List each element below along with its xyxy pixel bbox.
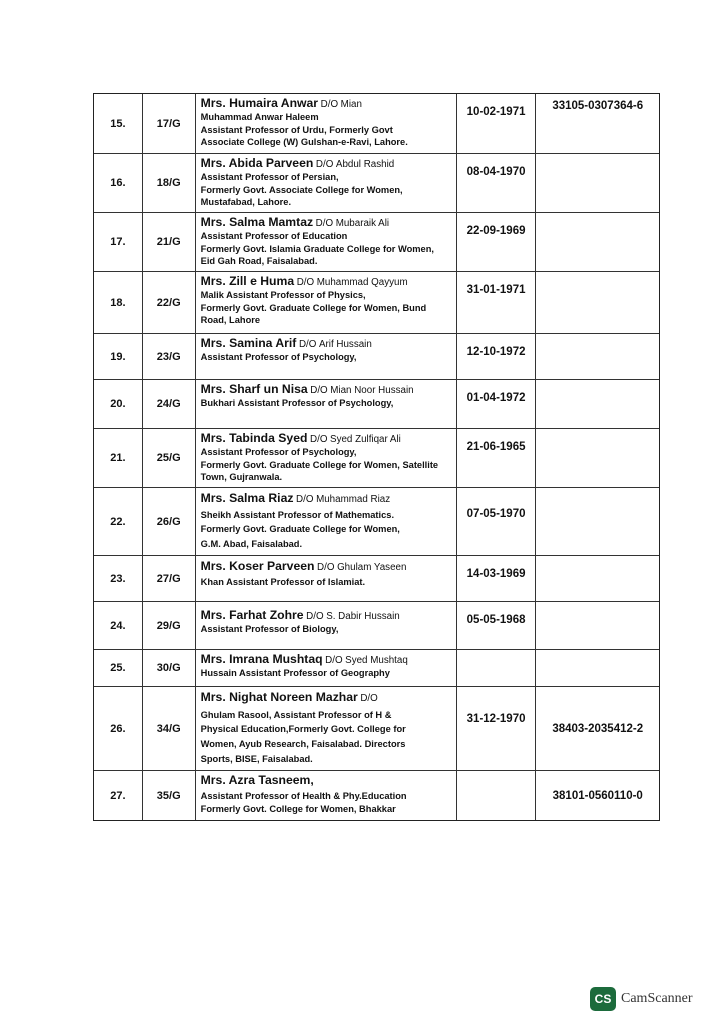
detail-line: Sports, BISE, Faisalabad. xyxy=(200,754,313,765)
detail-line: Assistant Professor of Psychology, xyxy=(200,447,357,458)
serial-number: 21. xyxy=(94,429,143,487)
person-details xyxy=(196,154,457,212)
seniority-number: 24/G xyxy=(143,380,196,428)
date-of-birth: 05-05-1968 xyxy=(457,602,537,649)
table-row xyxy=(94,380,659,429)
serial-number: 22. xyxy=(94,488,143,555)
cnic-number xyxy=(536,488,659,555)
detail-line: Formerly Govt. Graduate College for Women, Satellite xyxy=(200,459,439,470)
person-details xyxy=(196,556,457,601)
table-row xyxy=(94,771,659,820)
father-name: Muhammad Qayyum xyxy=(316,277,408,288)
person-name: Mrs. Humaira Anwar xyxy=(200,96,319,110)
cnic-number xyxy=(536,154,659,212)
serial-number: 27. xyxy=(94,771,143,820)
seniority-number: 35/G xyxy=(143,771,196,820)
person-name: Mrs. Imrana Mushtaq xyxy=(200,652,323,666)
seniority-number: 30/G xyxy=(143,650,196,686)
date-of-birth: 14-03-1969 xyxy=(457,556,537,601)
father-name: Mian xyxy=(340,99,362,110)
table-row xyxy=(94,213,659,272)
date-of-birth: 10-02-1971 xyxy=(457,94,537,153)
serial-number: 19. xyxy=(94,334,143,379)
cnic-number xyxy=(536,213,659,271)
camscanner-logo-icon: CS xyxy=(590,987,616,1011)
person-name: Mrs. Azra Tasneem, xyxy=(200,773,314,787)
seniority-table xyxy=(93,93,660,821)
father-name: Muhammad Riaz xyxy=(316,494,391,505)
date-of-birth xyxy=(457,650,537,686)
cnic-number xyxy=(536,556,659,601)
table-row xyxy=(94,687,659,771)
serial-number: 25. xyxy=(94,650,143,686)
person-details xyxy=(196,488,457,555)
person-details xyxy=(196,650,457,686)
date-of-birth: 07-05-1970 xyxy=(457,488,537,555)
detail-line: Formerly Govt. Islamia Graduate College for Women, xyxy=(200,243,434,254)
detail-line: Town, Gujranwala. xyxy=(200,471,283,482)
date-of-birth: 08-04-1970 xyxy=(457,154,537,212)
seniority-number: 18/G xyxy=(143,154,196,212)
person-details xyxy=(196,602,457,649)
person-name: Mrs. Abida Parveen xyxy=(200,156,314,170)
table-row xyxy=(94,488,659,556)
seniority-number: 25/G xyxy=(143,429,196,487)
detail-line: Muhammad Anwar Haleem xyxy=(200,112,319,123)
cnic-number xyxy=(536,334,659,379)
serial-number: 17. xyxy=(94,213,143,271)
detail-line: Sheikh Assistant Professor of Mathematics. xyxy=(200,509,395,520)
serial-number: 18. xyxy=(94,272,143,333)
date-of-birth: 31-12-1970 xyxy=(457,687,537,770)
person-name: Mrs. Zill e Huma xyxy=(200,274,295,288)
cnic-number xyxy=(536,650,659,686)
detail-line: Associate College (W) Gulshan-e-Ravi, Lahore. xyxy=(200,136,408,147)
person-name: Mrs. Salma Riaz xyxy=(200,491,294,505)
detail-line: G.M. Abad, Faisalabad. xyxy=(200,538,303,549)
seniority-number: 17/G xyxy=(143,94,196,153)
table-row xyxy=(94,272,659,334)
person-details xyxy=(196,687,457,770)
detail-line: Ghulam Rasool, Assistant Professor of H & xyxy=(200,709,392,720)
serial-number: 15. xyxy=(94,94,143,153)
relation-label: D/O xyxy=(325,655,343,666)
detail-line: Malik Assistant Professor of Physics, xyxy=(200,290,366,301)
detail-line: Mustafabad, Lahore. xyxy=(200,196,292,207)
relation-label: D/O xyxy=(310,434,328,445)
detail-line: Khan Assistant Professor of Islamiat. xyxy=(200,576,366,587)
relation-label: D/O xyxy=(360,693,378,704)
person-name: Mrs. Samina Arif xyxy=(200,336,297,350)
detail-line: Eid Gah Road, Faisalabad. xyxy=(200,255,318,266)
detail-line: Women, Ayub Research, Faisalabad. Directors xyxy=(200,739,406,750)
detail-line: Hussain Assistant Professor of Geography xyxy=(200,668,390,679)
cnic-number xyxy=(536,602,659,649)
relation-label: D/O xyxy=(320,99,339,110)
father-name: Mubaraik Ali xyxy=(335,218,390,229)
date-of-birth: 01-04-1972 xyxy=(457,380,537,428)
detail-line: Formerly Govt. College for Women, Bhakkar xyxy=(200,804,396,815)
person-name: Mrs. Koser Parveen xyxy=(200,559,315,573)
person-name: Mrs. Farhat Zohre xyxy=(200,608,304,622)
relation-label: D/O xyxy=(317,562,335,573)
date-of-birth: 21-06-1965 xyxy=(457,429,537,487)
father-name: Abdul Rashid xyxy=(335,159,395,170)
seniority-number: 21/G xyxy=(143,213,196,271)
person-details xyxy=(196,380,457,428)
table-row xyxy=(94,334,659,380)
detail-line: Assistant Professor of Health & Phy.Education xyxy=(200,790,407,801)
camscanner-watermark xyxy=(590,987,693,1011)
father-name: Syed Zulfiqar Ali xyxy=(330,434,401,445)
date-of-birth: 22-09-1969 xyxy=(457,213,537,271)
father-name: Syed Mushtaq xyxy=(345,655,408,666)
detail-line: Bukhari Assistant Professor of Psychology, xyxy=(200,398,394,409)
cnic-number xyxy=(536,380,659,428)
cnic-number: 38101-0560110-0 xyxy=(552,789,643,802)
camscanner-label: CamScanner xyxy=(621,991,693,1006)
person-name: Mrs. Salma Mamtaz xyxy=(200,215,314,229)
seniority-number: 23/G xyxy=(143,334,196,379)
detail-line: Formerly Govt. Graduate College for Women, xyxy=(200,524,400,535)
person-details xyxy=(196,771,457,820)
detail-line: Formerly Govt. Associate College for Women, xyxy=(200,184,403,195)
table-row xyxy=(94,154,659,213)
table-row xyxy=(94,650,659,687)
father-name: Ghulam Yaseen xyxy=(337,562,407,573)
father-name: Arif Hussain xyxy=(318,339,372,350)
person-details xyxy=(196,272,457,333)
cnic-number xyxy=(536,272,659,333)
table-row xyxy=(94,602,659,650)
father-name: S. Dabir Hussain xyxy=(326,611,400,622)
detail-line: Assistant Professor of Psychology, xyxy=(200,352,357,363)
relation-label: D/O xyxy=(298,339,317,350)
table-row xyxy=(94,94,659,154)
date-of-birth: 31-01-1971 xyxy=(457,272,537,333)
detail-line: Physical Education,Formerly Govt. College for xyxy=(200,724,406,735)
relation-label: D/O xyxy=(315,159,334,170)
relation-label: D/O xyxy=(296,494,314,505)
serial-number: 23. xyxy=(94,556,143,601)
seniority-number: 29/G xyxy=(143,602,196,649)
relation-label: D/O xyxy=(296,277,315,288)
serial-number: 26. xyxy=(94,687,143,770)
relation-label: D/O xyxy=(315,218,334,229)
relation-label: D/O xyxy=(310,385,328,396)
date-of-birth: 12-10-1972 xyxy=(457,334,537,379)
seniority-number: 22/G xyxy=(143,272,196,333)
seniority-number: 34/G xyxy=(143,687,196,770)
person-details xyxy=(196,94,457,153)
serial-number: 20. xyxy=(94,380,143,428)
relation-label: D/O xyxy=(306,611,324,622)
person-details xyxy=(196,334,457,379)
person-name: Mrs. Tabinda Syed xyxy=(200,431,308,445)
seniority-number: 27/G xyxy=(143,556,196,601)
serial-number: 24. xyxy=(94,602,143,649)
person-name: Mrs. Sharf un Nisa xyxy=(200,382,308,396)
cnic-number xyxy=(536,429,659,487)
cnic-number: 33105-0307364-6 xyxy=(552,100,644,112)
detail-line: Formerly Govt. Graduate College for Women, Bund xyxy=(200,302,427,313)
detail-line: Assistant Professor of Urdu, Formerly Govt xyxy=(200,124,393,135)
table-row xyxy=(94,429,659,488)
person-details xyxy=(196,213,457,271)
seniority-number: 26/G xyxy=(143,488,196,555)
detail-line: Assistant Professor of Persian, xyxy=(200,172,339,183)
father-name: Mian Noor Hussain xyxy=(330,385,414,396)
person-details xyxy=(196,429,457,487)
table-row xyxy=(94,556,659,602)
cnic-number: 38403-2035412-2 xyxy=(552,722,644,735)
detail-line: Assistant Professor of Education xyxy=(200,231,348,242)
serial-number: 16. xyxy=(94,154,143,212)
detail-line: Assistant Professor of Biology, xyxy=(200,624,339,635)
date-of-birth xyxy=(457,771,537,820)
person-name: Mrs. Nighat Noreen Mazhar xyxy=(200,690,358,704)
detail-line: Road, Lahore xyxy=(200,314,261,325)
